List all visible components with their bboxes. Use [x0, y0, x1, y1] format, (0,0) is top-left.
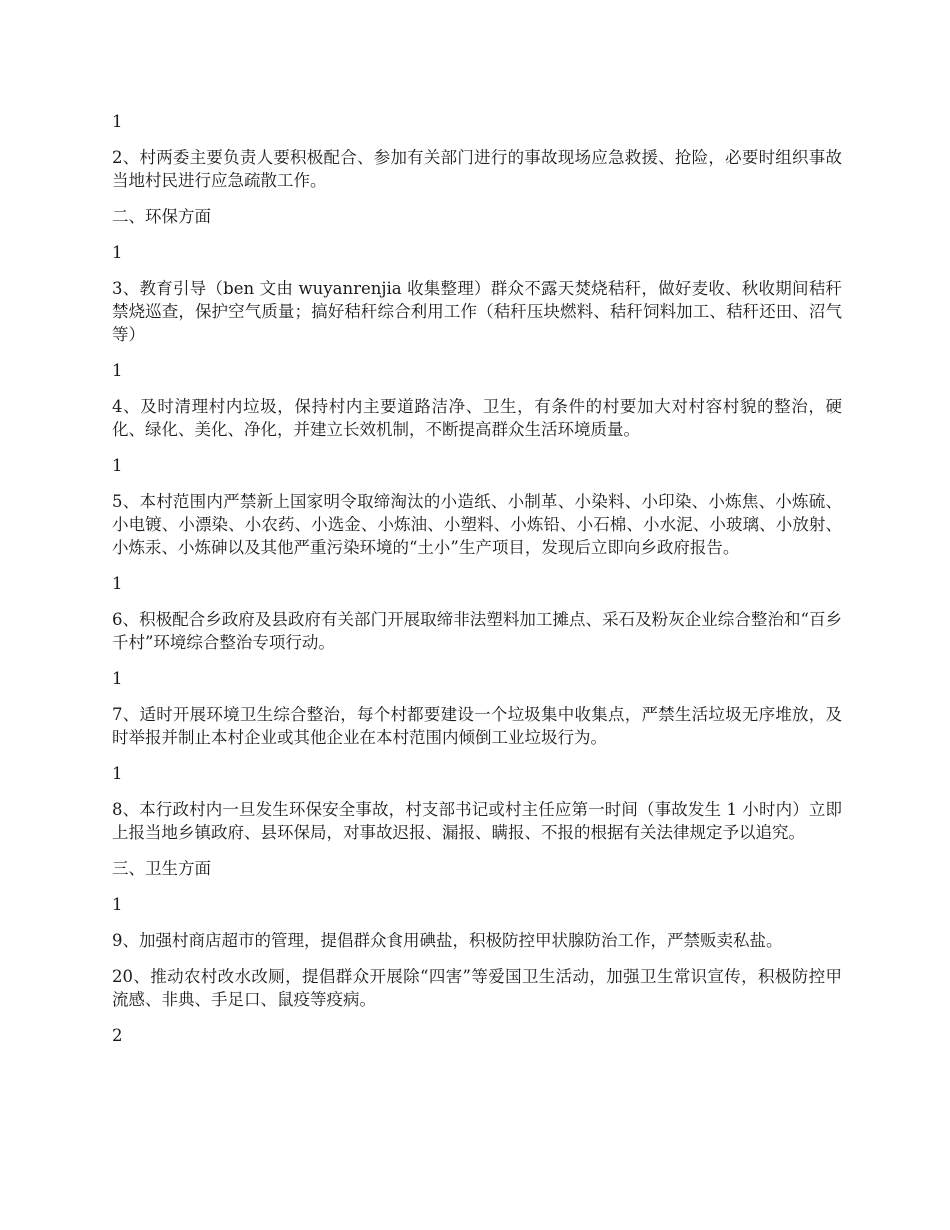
paragraph-item-9: 9、加强村商店超市的管理，提倡群众食用碘盐，积极防控甲状腺防治工作，严禁贩卖私盐。	[112, 931, 783, 950]
page-number: 1	[112, 574, 123, 593]
page-number: 1	[112, 361, 123, 380]
page-number: 2	[112, 1026, 123, 1045]
page-number: 1	[112, 456, 123, 475]
page-number: 1	[112, 243, 123, 262]
section-heading-environment: 二、环保方面	[112, 207, 211, 226]
paragraph-item-4: 4、及时清理村内垃圾，保持村内主要道路洁净、卫生，有条件的村要加大对村容村貌的整治，硬化、绿化、美化、净化，并建立长效机制，不断提高群众生活环境质量。	[112, 397, 842, 439]
paragraph-item-5: 5、本村范围内严禁新上国家明令取缔淘汰的小造纸、小制革、小染料、小印染、小炼焦、小炼硫、小电镀、小漂染、小农药、小选金、小炼油、小塑料、小炼铅、小石棉、小水泥、小玻璃、小放射、小炼汞、小炼砷以及其他严重污染环境的“土小”生产项目，发现后立即向乡政府报告。	[112, 492, 842, 557]
paragraph-item-3: 3、教育引导（ben 文由 wuyanrenjia 收集整理）群众不露天焚烧秸秆，做好麦收、秋收期间秸秆禁烧巡查，保护空气质量；搞好秸秆综合利用工作（秸秆压块燃料、秸秆饲料加工、秸秆还田、沼气等）	[112, 279, 842, 344]
page-number: 1	[112, 895, 123, 914]
page-number: 1	[112, 112, 123, 131]
paragraph-item-20: 20、推动农村改水改厕，提倡群众开展除“四害”等爱国卫生活动，加强卫生常识宣传，积极防控甲流感、非典、手足口、鼠疫等疫病。	[112, 967, 842, 1009]
paragraph-item-2: 2、村两委主要负责人要积极配合、参加有关部门进行的事故现场应急救援、抢险，必要时组织事故当地村民进行应急疏散工作。	[112, 148, 842, 190]
paragraph-item-8: 8、本行政村内一旦发生环保安全事故，村支部书记或村主任应第一时间（事故发生 1 小时内）立即上报当地乡镇政府、县环保局，对事故迟报、漏报、瞒报、不报的根据有关法律规定予以追究。	[112, 800, 842, 842]
page-number: 1	[112, 764, 123, 783]
paragraph-item-7: 7、适时开展环境卫生综合整治，每个村都要建设一个垃圾集中收集点，严禁生活垃圾无序堆放，及时举报并制止本村企业或其他企业在本村范围内倾倒工业垃圾行为。	[112, 705, 842, 747]
section-heading-health: 三、卫生方面	[112, 859, 211, 878]
page-number: 1	[112, 669, 123, 688]
document-body	[112, 110, 842, 1060]
paragraph-item-6: 6、积极配合乡政府及县政府有关部门开展取缔非法塑料加工摊点、采石及粉灰企业综合整治和“百乡千村”环境综合整治专项行动。	[112, 610, 842, 652]
